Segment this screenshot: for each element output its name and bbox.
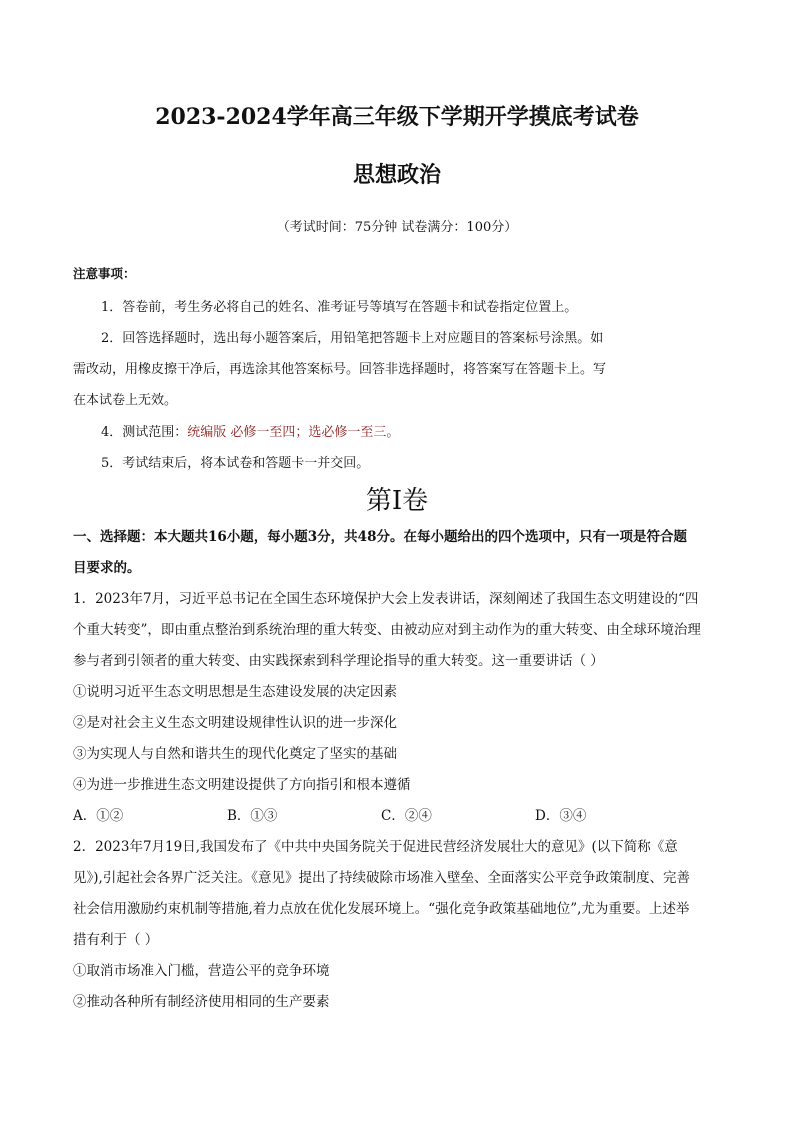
notice-item-2-line-2: 需改动，用橡皮擦干净后，再选涂其他答案标号。回答非选择题时，将答案写在答题卡上。写 [73,362,607,377]
notice-item-4 [101,421,399,440]
q1-statement-4: ④为进一步推进生态文明建设提供了方向指引和根本遵循 [73,777,411,793]
notice-item-4-prefix: 4．测试范围： [101,425,188,440]
section-heading-line-1: 一、选择题：本大题共16小题，每小题3分，共48分。在每小题给出的四个选项中，只有一项是符合题 [73,529,687,545]
notice-heading: 注意事项： [73,266,136,281]
notice-item-2-line-3: 在本试卷上无效。 [73,393,178,408]
exam-subject: 思想政治 [352,162,441,188]
notice-item-2-line-1: 2．回答选择题时，选出每小题答案后，用铅笔把答题卡上对应题目的答案标号涂黑。如 [101,331,604,346]
q1-stem-line-3: 参与者到引领者的重大转变、由实践探索到科学理论指导的重大转变。这一重要讲话（ ） [73,653,604,669]
q2-stem-line-3: 社会信用激励约束机制等措施,着力点放在优化发展环境上。“强化竞争政策基础地位”,尤为重要。上述举 [73,901,690,917]
q2-stem-line-4: 措有利于（ ） [73,932,159,948]
q2-stem-line-1: 2．2023年7月19日,我国发布了《中共中央国务院关于促进民营经济发展壮大的意见》(以下简称《意 [73,839,678,855]
volume-heading: 第Ⅰ卷 [365,486,429,516]
q1-stem-line-2: 个重大转变”，即由重点整治到系统治理的重大转变、由被动应对到主动作为的重大转变、由全球环境治理 [73,622,701,638]
q1-option-d: D．③④ [535,808,587,824]
exam-title: 2023-2024学年高三年级下学期开学摸底考试卷 [155,104,639,130]
q1-option-b: B．①③ [227,808,278,824]
section-heading-line-2: 目要求的。 [73,560,141,576]
notice-item-4-scope: 统编版 必修一至四；选必修一至三。 [187,425,400,440]
q1-option-a: A．①② [73,808,124,824]
notice-item-5: 5．考试结束后，将本试卷和答题卡一并交回。 [101,456,370,471]
q1-statement-1: ①说明习近平生态文明思想是生态建设发展的决定因素 [73,684,397,700]
q1-statement-3: ③为实现人与自然和谐共生的现代化奠定了坚实的基础 [73,746,397,762]
q1-option-c: C．②④ [381,808,432,824]
q1-stem-line-1: 1．2023年7月，习近平总书记在全国生态环境保护大会上发表讲话，深刻阐述了我国生态文明建设的“四 [73,591,699,607]
q2-statement-1: ①取消市场准入门槛，营造公平的竞争环境 [73,963,330,979]
q2-statement-2: ②推动各种所有制经济使用相同的生产要素 [73,994,330,1010]
q1-statement-2: ②是对社会主义生态文明建设规律性认识的进一步深化 [73,715,397,731]
notice-item-1: 1．答卷前，考生务必将自己的姓名、准考证号等填写在答题卡和试卷指定位置上。 [101,300,578,315]
q2-stem-line-2: 见》),引起社会各界广泛关注。《意见》提出了持续破除市场准入壁垒、全面落实公平竞争政策制度、完善 [73,870,691,886]
exam-info: （考试时间：75分钟 试卷满分：100分） [276,220,518,235]
